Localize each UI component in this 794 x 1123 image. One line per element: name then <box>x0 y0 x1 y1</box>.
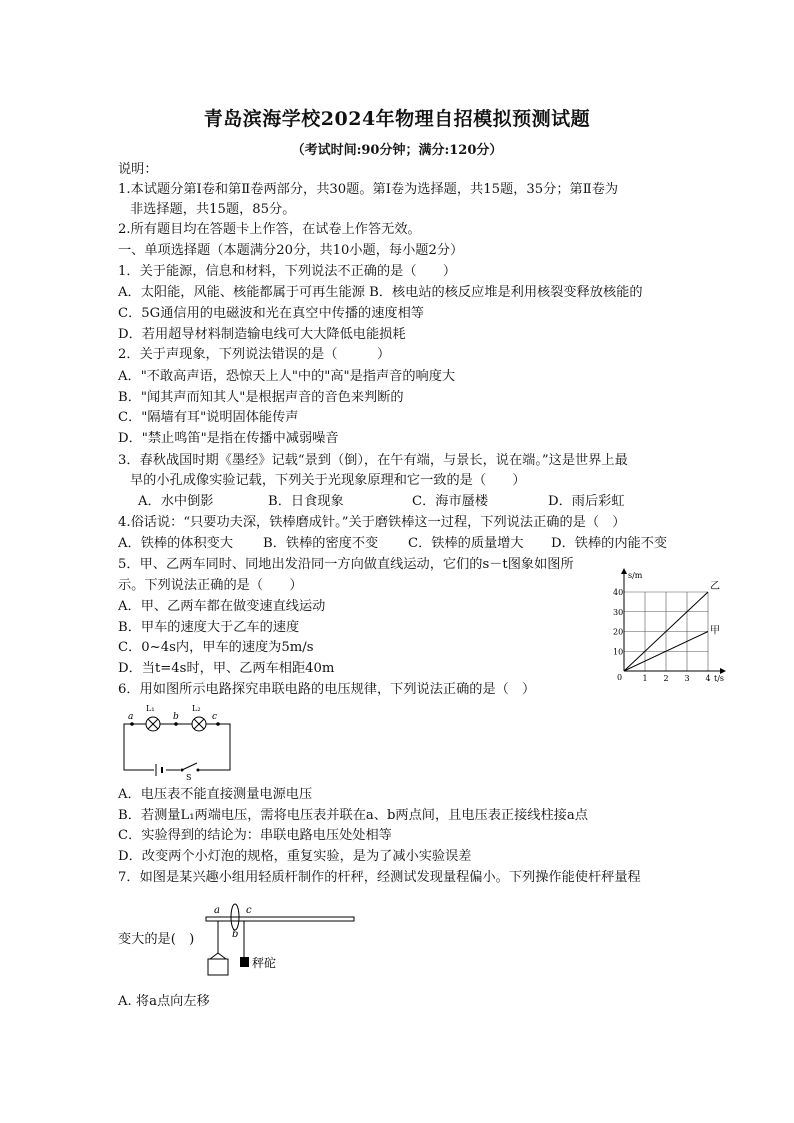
pan-icon <box>208 959 228 975</box>
question-option: A．太阳能，风能、核能都属于可再生能源 B．核电站的核反应堆是利用核裂变释放核能的 <box>118 285 643 300</box>
question-option: A．甲、乙两车都在做变速直线运动 <box>118 599 326 614</box>
question-stem: 6．用如图所示电路探究串联电路的电压规律，下列说法正确的是（ ） <box>118 682 536 697</box>
question-option: B．铁棒的密度不变 <box>263 536 379 551</box>
question-option: B．若测量L₁两端电压，需将电压表并联在a、b两点间，且电压表正接线柱接a点 <box>118 808 588 823</box>
instruction-line: 1.本试题分第Ⅰ卷和第Ⅱ卷两部分，共30题。第Ⅰ卷为选择题，共15题，35分；第Ⅱ卷为 <box>118 182 619 197</box>
bulb-icon <box>186 717 212 731</box>
bulb-icon <box>140 717 166 731</box>
question-option: B．"闻其声而知其人"是根据声音的音色来判断的 <box>118 390 404 405</box>
question-option: C．海市蜃楼 <box>412 494 489 509</box>
question-option: D．若用超导材料制造输电线可大大降低电能损耗 <box>118 327 406 342</box>
series-label: 甲 <box>710 625 720 637</box>
question-option: C．铁棒的质量增大 <box>408 536 524 551</box>
steelyard-diagram <box>196 895 361 980</box>
y-axis-arrow-icon <box>621 568 627 574</box>
question-option: A. 将a点向左移 <box>118 994 210 1009</box>
y-tick-label: 40 <box>613 588 624 597</box>
y-tick-label: 20 <box>613 627 624 637</box>
question-stem: 变大的是( ) <box>118 932 195 947</box>
point-label-c: c <box>246 905 252 916</box>
question-stem: 7．如图是某兴趣小组用轻质杆制作的杆秤，经测试发现量程偏小。下列操作能使杆秤量程 <box>118 870 641 885</box>
question-stem: 2．关于声现象，下列说法错误的是（ ） <box>118 347 391 362</box>
question-option: A．"不敢高声语，恐惊天上人"中的"高"是指声音的响度大 <box>118 369 456 384</box>
question-option: D．铁棒的内能不变 <box>551 536 668 551</box>
series-label: 乙 <box>710 581 720 592</box>
bulb-label-l1: L₁ <box>146 704 155 713</box>
origin-label: 0 <box>617 673 623 682</box>
question-stem: 1．关于能源，信息和材料，下列说法不正确的是（ ） <box>118 264 457 279</box>
node-label-b: b <box>173 712 179 722</box>
question-option: D．"禁止鸣笛"是指在传播中减弱噪音 <box>118 431 339 446</box>
question-option: B．日食现象 <box>268 494 344 509</box>
node-label-a: a <box>128 712 134 722</box>
question-option: D．雨后彩虹 <box>548 494 625 509</box>
question-stem: 示。下列说法正确的是（ ） <box>118 578 303 593</box>
instruction-line: 非选择题，共15题，85分。 <box>130 202 296 217</box>
question-option: A．水中倒影 <box>138 494 214 509</box>
circuit-wire <box>124 724 230 770</box>
question-option: B．甲车的速度大于乙车的速度 <box>118 620 300 635</box>
exam-time-info: （考试时间:90分钟；满分:120分） <box>291 143 503 158</box>
x-tick-label: 2 <box>663 674 669 683</box>
y-axis-label: s/m <box>628 571 643 580</box>
question-option: A．电压表不能直接测量电源电压 <box>118 787 313 802</box>
x-tick-label: 1 <box>642 674 648 683</box>
question-stem: 3．春秋战国时期《墨经》记载“景到（倒），在午有端，与景长，说在端。”这是世界上最 <box>118 453 628 468</box>
page-title: 青岛滨海学校2024年物理自招模拟预测试题 <box>203 108 591 130</box>
weight-label: 秤砣 <box>252 956 277 970</box>
question-option: C．实验得到的结论为：串联电路电压处处相等 <box>118 828 392 843</box>
series-circuit-diagram <box>118 700 236 780</box>
bulb-label-l2: L₂ <box>192 704 201 713</box>
x-tick-label: 3 <box>684 674 690 683</box>
switch-label: S <box>186 773 192 780</box>
question-stem: 4.俗话说：“只要功夫深，铁棒磨成针。”关于磨铁棒这一过程，下列说法正确的是（ ） <box>118 515 626 530</box>
question-option: C．0~4s内，甲车的速度为5m/s <box>118 640 314 655</box>
question-stem: 早的小孔成像实验记载，下列关于光现象原理和它一致的是（ ） <box>130 473 526 488</box>
lever-bar <box>206 917 354 921</box>
point-label-b: b <box>232 929 239 940</box>
y-tick-label: 10 <box>613 647 624 657</box>
weight-icon <box>240 957 249 967</box>
question-option: A．铁棒的体积变大 <box>118 536 234 551</box>
point-label-a: a <box>214 905 220 916</box>
question-option: C．"隔墙有耳"说明固体能传声 <box>118 410 299 425</box>
y-tick-label: 30 <box>613 607 624 617</box>
question-stem: 5．甲、乙两车同时、同地出发沿同一方向做直线运动，它们的s－t图象如图所 <box>118 557 574 572</box>
question-option: D．改变两个小灯泡的规格，重复实验，是为了减小实验误差 <box>118 849 472 864</box>
question-option: D．当t=4s时，甲、乙两车相距40m <box>118 661 335 676</box>
s-t-graph <box>608 568 733 688</box>
section-heading: 一、单项选择题（本题满分20分，共10小题，每小题2分） <box>118 243 464 258</box>
instruction-line: 2.所有题目均在答题卡上作答，在试卷上作答无效。 <box>118 222 421 237</box>
node-label-c: c <box>212 712 218 722</box>
x-tick-label: 4 <box>705 674 711 683</box>
x-axis-label: t/s <box>714 674 725 683</box>
question-option: C．5G通信用的电磁波和光在真空中传播的速度相等 <box>118 306 424 321</box>
instructions-heading: 说明： <box>118 162 158 177</box>
